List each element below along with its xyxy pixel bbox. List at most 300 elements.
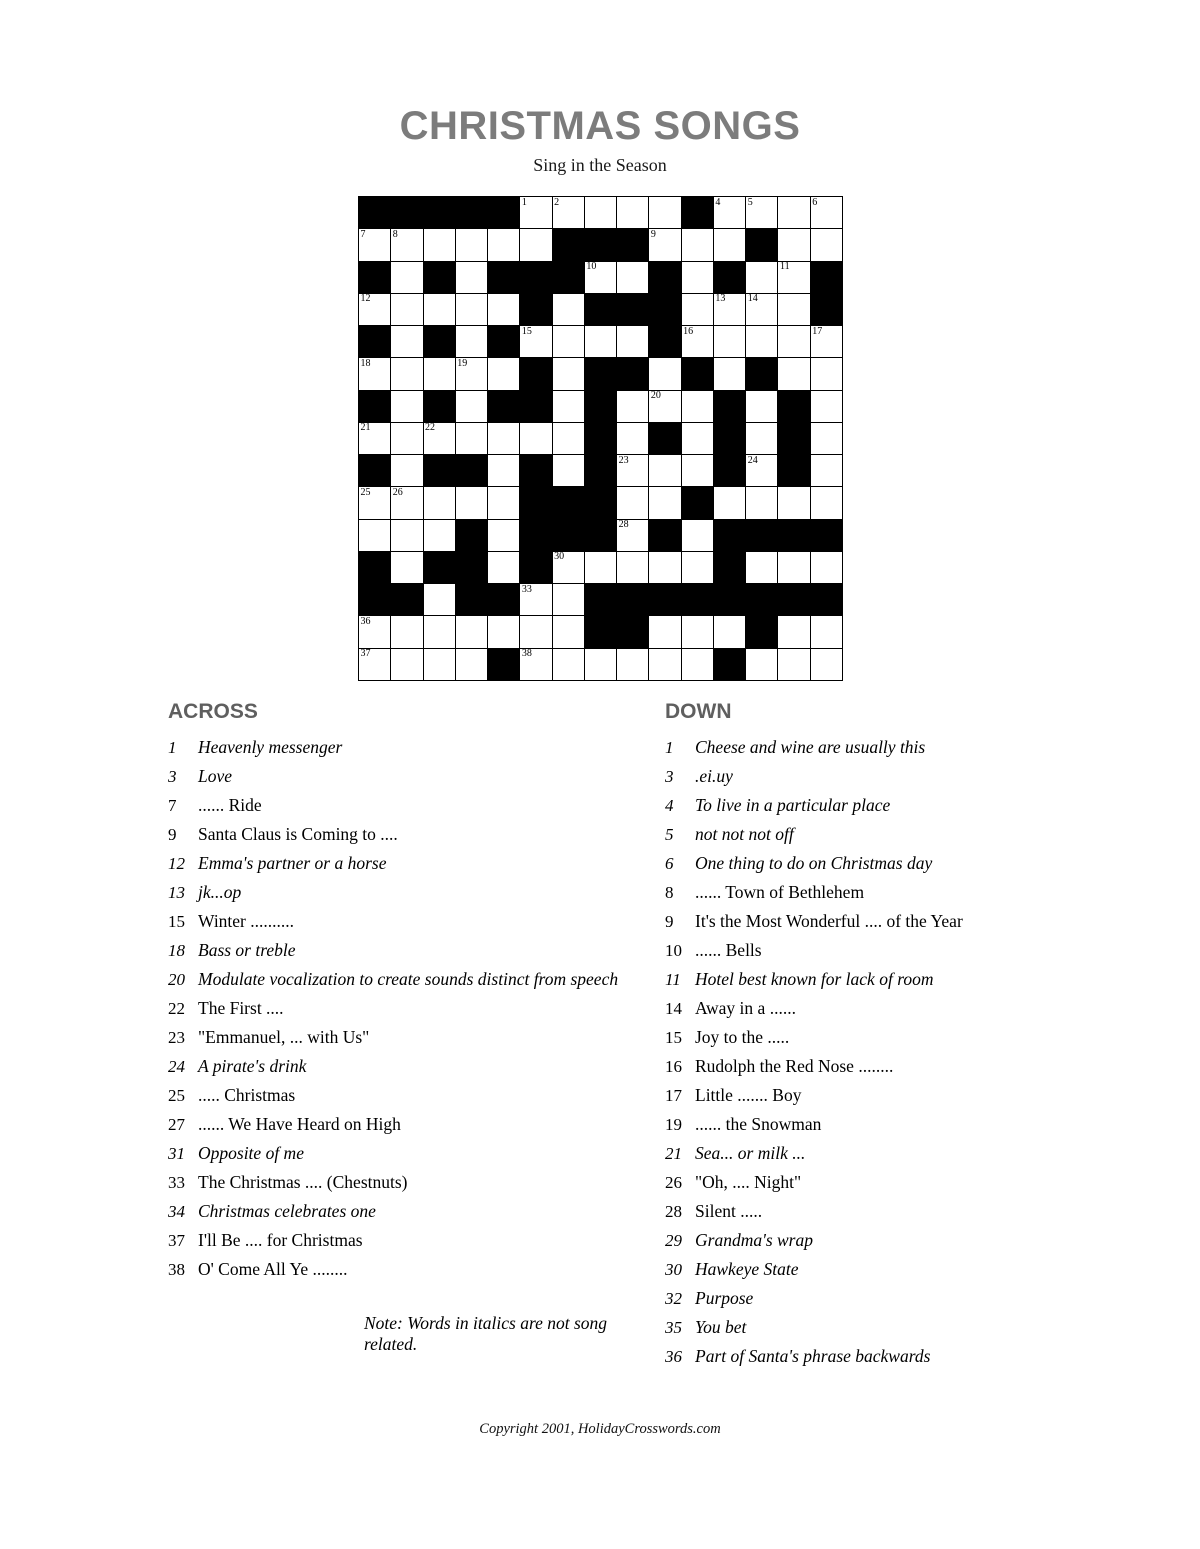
grid-cell-block <box>520 552 552 584</box>
grid-cell[interactable] <box>391 520 423 552</box>
grid-cell[interactable] <box>714 294 746 326</box>
across-clue[interactable] <box>168 1082 638 1109</box>
down-clue-text: You bet <box>695 1317 747 1337</box>
grid-cell-block <box>617 229 649 261</box>
down-clue-text: ...... the Snowman <box>695 1114 822 1134</box>
across-clue-text: Modulate vocalization to create sounds distinct from speech <box>198 969 619 989</box>
grid-cell[interactable] <box>359 294 391 326</box>
grid-cell[interactable] <box>359 616 391 648</box>
grid-cell[interactable] <box>746 649 778 681</box>
grid-cell[interactable] <box>617 520 649 552</box>
grid-cell[interactable] <box>391 423 423 455</box>
grid-cell[interactable] <box>488 455 520 487</box>
grid-cell[interactable] <box>391 552 423 584</box>
grid-cell[interactable] <box>520 229 552 261</box>
down-clue[interactable] <box>665 1111 1135 1138</box>
grid-cell[interactable] <box>488 487 520 519</box>
grid-cell[interactable] <box>456 229 488 261</box>
grid-cell[interactable] <box>811 197 843 229</box>
grid-cell[interactable] <box>682 616 714 648</box>
grid-cell[interactable] <box>359 520 391 552</box>
grid-cell-block <box>714 455 746 487</box>
across-clue-text: A pirate's drink <box>198 1056 307 1076</box>
grid-cell-block <box>714 423 746 455</box>
down-clue[interactable] <box>665 1285 1135 1312</box>
down-clue[interactable] <box>665 792 1135 819</box>
across-clue[interactable] <box>168 879 638 906</box>
down-clue-text: To live in a particular place <box>695 795 891 815</box>
grid-cell-number: 13 <box>715 293 726 305</box>
grid-cell[interactable] <box>585 197 617 229</box>
across-clue[interactable] <box>168 763 638 790</box>
down-clue-text: not not not off <box>695 824 794 844</box>
grid-cell[interactable] <box>682 262 714 294</box>
grid-cell-block <box>682 584 714 616</box>
grid-cell-block <box>553 520 585 552</box>
italics-note: Note: Words in italics are not song related. <box>364 1313 608 1354</box>
grid-cell-block <box>424 552 456 584</box>
grid-cell[interactable] <box>778 197 810 229</box>
grid-cell[interactable] <box>714 616 746 648</box>
grid-cell-block <box>714 649 746 681</box>
down-clue-text: Sea... or milk ... <box>695 1143 806 1163</box>
grid-cell[interactable] <box>746 294 778 326</box>
down-heading: DOWN <box>665 700 732 723</box>
grid-cell[interactable] <box>617 487 649 519</box>
grid-cell-number: 12 <box>360 293 371 305</box>
grid-cell[interactable] <box>746 423 778 455</box>
down-clue-text: ...... Bells <box>695 940 762 960</box>
grid-cell-block <box>649 520 681 552</box>
grid-cell[interactable] <box>391 487 423 519</box>
grid-cell-number: 25 <box>360 486 371 498</box>
grid-cell[interactable] <box>811 616 843 648</box>
grid-cell[interactable] <box>553 423 585 455</box>
across-clue[interactable] <box>168 1140 638 1167</box>
grid-cell-block <box>520 455 552 487</box>
grid-cell[interactable] <box>424 358 456 390</box>
grid-cell[interactable] <box>359 229 391 261</box>
across-clue-number: 34 <box>168 1202 185 1221</box>
grid-cell[interactable] <box>488 423 520 455</box>
grid-cell[interactable] <box>456 326 488 358</box>
grid-cell[interactable] <box>682 455 714 487</box>
grid-cell-block <box>778 520 810 552</box>
grid-cell-block <box>714 584 746 616</box>
grid-cell[interactable] <box>520 423 552 455</box>
grid-cell[interactable] <box>617 262 649 294</box>
grid-cell[interactable] <box>682 649 714 681</box>
grid-cell[interactable] <box>811 391 843 423</box>
grid-cell-block <box>424 326 456 358</box>
grid-cell[interactable] <box>617 423 649 455</box>
grid-cell[interactable] <box>553 197 585 229</box>
grid-cell[interactable] <box>649 391 681 423</box>
grid-cell-block <box>359 455 391 487</box>
across-clue-text: I'll Be .... for Christmas <box>198 1230 363 1250</box>
grid-cell[interactable] <box>811 649 843 681</box>
down-clue-text: Grandma's wrap <box>695 1230 813 1250</box>
grid-cell-block <box>520 294 552 326</box>
across-clue[interactable] <box>168 1111 638 1138</box>
down-clue[interactable] <box>665 1082 1135 1109</box>
grid-cell[interactable] <box>359 649 391 681</box>
grid-cell-block <box>456 197 488 229</box>
grid-cell-block <box>811 520 843 552</box>
grid-cell[interactable] <box>456 262 488 294</box>
grid-cell-block <box>456 552 488 584</box>
across-clue-text: Christmas celebrates one <box>198 1201 376 1221</box>
grid-cell[interactable] <box>424 520 456 552</box>
grid-cell[interactable] <box>456 391 488 423</box>
grid-cell[interactable] <box>778 326 810 358</box>
down-clue-number: 29 <box>665 1231 682 1250</box>
grid-cell-number: 11 <box>779 261 790 273</box>
grid-cell-block <box>746 358 778 390</box>
grid-cell[interactable] <box>424 487 456 519</box>
grid-cell[interactable] <box>778 229 810 261</box>
grid-cell-block <box>359 326 391 358</box>
grid-cell-block <box>585 487 617 519</box>
grid-cell[interactable] <box>682 294 714 326</box>
down-clue[interactable] <box>665 908 1135 935</box>
grid-cell-number: 33 <box>521 583 532 595</box>
down-clue[interactable] <box>665 850 1135 877</box>
grid-cell[interactable] <box>553 455 585 487</box>
grid-cell[interactable] <box>811 487 843 519</box>
grid-cell[interactable] <box>391 616 423 648</box>
grid-cell[interactable] <box>811 326 843 358</box>
down-clue-number: 19 <box>665 1115 682 1134</box>
grid-cell[interactable] <box>746 455 778 487</box>
across-clue-number: 31 <box>168 1144 185 1163</box>
grid-cell[interactable] <box>714 487 746 519</box>
grid-cell-block <box>585 423 617 455</box>
crossword-grid[interactable] <box>358 196 843 681</box>
down-clue[interactable] <box>665 1343 1135 1370</box>
grid-cell[interactable] <box>553 649 585 681</box>
grid-cell[interactable] <box>617 455 649 487</box>
across-clue[interactable] <box>168 734 638 761</box>
down-clue-text: Silent ..... <box>695 1201 763 1221</box>
grid-cell-block <box>424 391 456 423</box>
down-clue-text: Cheese and wine are usually this <box>695 737 926 757</box>
grid-cell[interactable] <box>488 552 520 584</box>
grid-cell-block <box>391 584 423 616</box>
grid-cell-number: 14 <box>747 293 758 305</box>
grid-cell[interactable] <box>424 649 456 681</box>
grid-cell-number: 24 <box>747 454 758 466</box>
grid-cell[interactable] <box>649 649 681 681</box>
grid-cell-number: 5 <box>747 196 753 208</box>
grid-cell-number: 10 <box>586 261 597 273</box>
grid-cell[interactable] <box>520 616 552 648</box>
copyright-line: Copyright 2001, HolidayCrosswords.com <box>479 1421 721 1437</box>
grid-cell[interactable] <box>714 326 746 358</box>
grid-cell[interactable] <box>778 294 810 326</box>
down-clue-number: 10 <box>665 941 682 960</box>
grid-cell[interactable] <box>746 487 778 519</box>
across-clue-number: 7 <box>168 796 177 815</box>
grid-cell-block <box>585 520 617 552</box>
grid-cell-block <box>682 197 714 229</box>
grid-cell[interactable] <box>811 552 843 584</box>
grid-cell[interactable] <box>682 423 714 455</box>
across-clue[interactable] <box>168 1024 638 1051</box>
grid-cell-block <box>553 487 585 519</box>
across-clue-number: 38 <box>168 1260 185 1279</box>
down-clue-text: Hawkeye State <box>695 1259 799 1279</box>
grid-cell[interactable] <box>553 358 585 390</box>
grid-cell-number: 18 <box>360 357 371 369</box>
across-clue[interactable] <box>168 821 638 848</box>
grid-cell[interactable] <box>649 552 681 584</box>
grid-cell-block <box>488 326 520 358</box>
grid-cell[interactable] <box>520 584 552 616</box>
grid-cell[interactable] <box>746 197 778 229</box>
grid-cell[interactable] <box>649 358 681 390</box>
grid-cell[interactable] <box>682 552 714 584</box>
across-clue-number: 12 <box>168 854 185 873</box>
down-clue[interactable] <box>665 1024 1135 1051</box>
grid-cell[interactable] <box>391 294 423 326</box>
across-clue[interactable] <box>168 908 638 935</box>
down-clue[interactable] <box>665 879 1135 906</box>
grid-cell-block <box>424 197 456 229</box>
down-clue[interactable] <box>665 1053 1135 1080</box>
grid-cell[interactable] <box>391 262 423 294</box>
across-clue[interactable] <box>168 1053 638 1080</box>
grid-cell-number: 30 <box>554 551 565 563</box>
grid-cell[interactable] <box>649 455 681 487</box>
grid-cell[interactable] <box>391 455 423 487</box>
grid-cell[interactable] <box>359 487 391 519</box>
grid-cell[interactable] <box>456 423 488 455</box>
grid-cell-block <box>682 487 714 519</box>
grid-cell-block <box>649 262 681 294</box>
grid-cell[interactable] <box>714 229 746 261</box>
grid-cell-block <box>617 616 649 648</box>
grid-cell[interactable] <box>359 423 391 455</box>
grid-cell[interactable] <box>553 391 585 423</box>
across-clue[interactable] <box>168 995 638 1022</box>
grid-cell[interactable] <box>553 552 585 584</box>
across-clue-text: Winter .......... <box>198 911 295 931</box>
grid-cell-number: 8 <box>392 228 398 240</box>
grid-cell[interactable] <box>424 616 456 648</box>
grid-cell[interactable] <box>391 358 423 390</box>
grid-cell-block <box>746 584 778 616</box>
across-heading: ACROSS <box>168 700 258 723</box>
grid-cell[interactable] <box>456 294 488 326</box>
across-clue[interactable] <box>168 937 638 964</box>
across-clue-text: Love <box>198 766 233 786</box>
grid-cell-block <box>359 552 391 584</box>
grid-cell[interactable] <box>585 552 617 584</box>
down-clue[interactable] <box>665 1169 1135 1196</box>
grid-cell[interactable] <box>778 649 810 681</box>
grid-cell-number: 38 <box>521 648 532 660</box>
grid-cell-block <box>488 584 520 616</box>
grid-cell[interactable] <box>553 294 585 326</box>
grid-cell-number: 2 <box>554 196 560 208</box>
grid-cell[interactable] <box>811 358 843 390</box>
grid-cell-block <box>456 584 488 616</box>
grid-cell[interactable] <box>520 197 552 229</box>
down-clue-number: 3 <box>665 767 674 786</box>
grid-cell[interactable] <box>424 229 456 261</box>
down-clue[interactable] <box>665 995 1135 1022</box>
grid-cell-block <box>746 229 778 261</box>
grid-cell[interactable] <box>456 616 488 648</box>
grid-cell[interactable] <box>585 649 617 681</box>
down-clue[interactable] <box>665 1198 1135 1225</box>
across-clue-text: The Christmas .... (Chestnuts) <box>198 1172 408 1192</box>
grid-cell-block <box>617 294 649 326</box>
across-clue-text: ...... Ride <box>198 795 262 815</box>
across-clue-number: 24 <box>168 1057 185 1076</box>
grid-cell-block <box>553 229 585 261</box>
grid-cell[interactable] <box>456 649 488 681</box>
grid-cell[interactable] <box>778 262 810 294</box>
grid-cell-block <box>811 584 843 616</box>
grid-cell[interactable] <box>617 552 649 584</box>
grid-cell-block <box>649 294 681 326</box>
grid-cell-block <box>714 262 746 294</box>
grid-cell-block <box>488 391 520 423</box>
grid-cell[interactable] <box>456 487 488 519</box>
grid-cell-block <box>520 520 552 552</box>
across-clue-number: 25 <box>168 1086 185 1105</box>
grid-cell[interactable] <box>649 197 681 229</box>
down-clue[interactable] <box>665 734 1135 761</box>
grid-cell[interactable] <box>682 229 714 261</box>
grid-cell[interactable] <box>811 455 843 487</box>
down-clue-text: It's the Most Wonderful .... of the Year <box>695 911 963 931</box>
across-clue[interactable] <box>168 850 638 877</box>
down-clue-text: Little ....... Boy <box>695 1085 802 1105</box>
down-clue-text: Away in a ...... <box>695 998 796 1018</box>
grid-cell[interactable] <box>811 229 843 261</box>
grid-cell[interactable] <box>714 358 746 390</box>
across-clue[interactable] <box>168 792 638 819</box>
down-clue-text: Part of Santa's phrase backwards <box>695 1346 931 1366</box>
grid-cell[interactable] <box>778 552 810 584</box>
grid-cell-block <box>585 616 617 648</box>
grid-cell[interactable] <box>682 391 714 423</box>
grid-cell[interactable] <box>488 294 520 326</box>
down-clue-text: Hotel best known for lack of room <box>695 969 934 989</box>
grid-cell-number: 28 <box>618 519 629 531</box>
down-clue[interactable] <box>665 937 1135 964</box>
down-clue-text: Rudolph the Red Nose ........ <box>695 1056 894 1076</box>
grid-cell[interactable] <box>778 358 810 390</box>
grid-cell[interactable] <box>391 326 423 358</box>
grid-cell[interactable] <box>746 391 778 423</box>
grid-cell[interactable] <box>424 423 456 455</box>
grid-cell-block <box>359 391 391 423</box>
grid-cell[interactable] <box>617 197 649 229</box>
grid-cell[interactable] <box>359 358 391 390</box>
grid-cell[interactable] <box>649 487 681 519</box>
grid-cell[interactable] <box>488 358 520 390</box>
grid-cell-block <box>520 391 552 423</box>
down-clue[interactable] <box>665 1140 1135 1167</box>
grid-cell[interactable] <box>746 262 778 294</box>
across-column <box>168 700 638 1354</box>
grid-cell-block <box>778 584 810 616</box>
grid-cell[interactable] <box>553 616 585 648</box>
grid-cell[interactable] <box>391 229 423 261</box>
down-clue-number: 14 <box>665 999 682 1018</box>
grid-cell-number: 36 <box>360 615 371 627</box>
grid-cell[interactable] <box>488 616 520 648</box>
grid-cell[interactable] <box>649 616 681 648</box>
down-clue[interactable] <box>665 763 1135 790</box>
grid-cell[interactable] <box>585 326 617 358</box>
grid-cell[interactable] <box>682 326 714 358</box>
grid-cell[interactable] <box>391 391 423 423</box>
grid-cell[interactable] <box>617 391 649 423</box>
grid-cell[interactable] <box>585 262 617 294</box>
grid-cell[interactable] <box>778 616 810 648</box>
grid-cell[interactable] <box>424 584 456 616</box>
grid-cell-block <box>649 423 681 455</box>
grid-cell[interactable] <box>778 487 810 519</box>
grid-cell-number: 9 <box>650 228 656 240</box>
grid-cell-block <box>811 262 843 294</box>
across-clue-number: 20 <box>168 970 185 989</box>
grid-cell[interactable] <box>488 229 520 261</box>
grid-cell[interactable] <box>682 520 714 552</box>
grid-cell[interactable] <box>488 520 520 552</box>
grid-cell[interactable] <box>553 326 585 358</box>
grid-cell[interactable] <box>617 649 649 681</box>
grid-cell[interactable] <box>714 197 746 229</box>
down-clue-text: .ei.uy <box>695 766 733 786</box>
page-title: CHRISTMAS SONGS <box>399 104 801 148</box>
down-clue[interactable] <box>665 1256 1135 1283</box>
down-clue[interactable] <box>665 821 1135 848</box>
across-clue[interactable] <box>168 1227 638 1254</box>
grid-cell[interactable] <box>746 326 778 358</box>
grid-cell-block <box>488 262 520 294</box>
grid-cell[interactable] <box>553 584 585 616</box>
down-clue[interactable] <box>665 966 1135 993</box>
across-clue-text: jk...op <box>198 882 242 902</box>
grid-cell[interactable] <box>520 649 552 681</box>
grid-cell[interactable] <box>811 423 843 455</box>
across-clue[interactable] <box>168 966 638 993</box>
across-clue[interactable] <box>168 1169 638 1196</box>
down-clue[interactable] <box>665 1227 1135 1254</box>
down-clue-number: 36 <box>665 1347 682 1366</box>
across-clue[interactable] <box>168 1256 638 1283</box>
across-clue[interactable] <box>168 1198 638 1225</box>
grid-cell[interactable] <box>649 229 681 261</box>
down-clue[interactable] <box>665 1314 1135 1341</box>
grid-cell-block <box>682 358 714 390</box>
grid-cell[interactable] <box>617 326 649 358</box>
grid-cell[interactable] <box>456 358 488 390</box>
grid-cell[interactable] <box>746 552 778 584</box>
down-clue-number: 28 <box>665 1202 682 1221</box>
grid-cell[interactable] <box>520 326 552 358</box>
grid-cell[interactable] <box>424 294 456 326</box>
across-clue-number: 1 <box>168 738 177 757</box>
grid-cell[interactable] <box>391 649 423 681</box>
across-clue-number: 22 <box>168 999 185 1018</box>
